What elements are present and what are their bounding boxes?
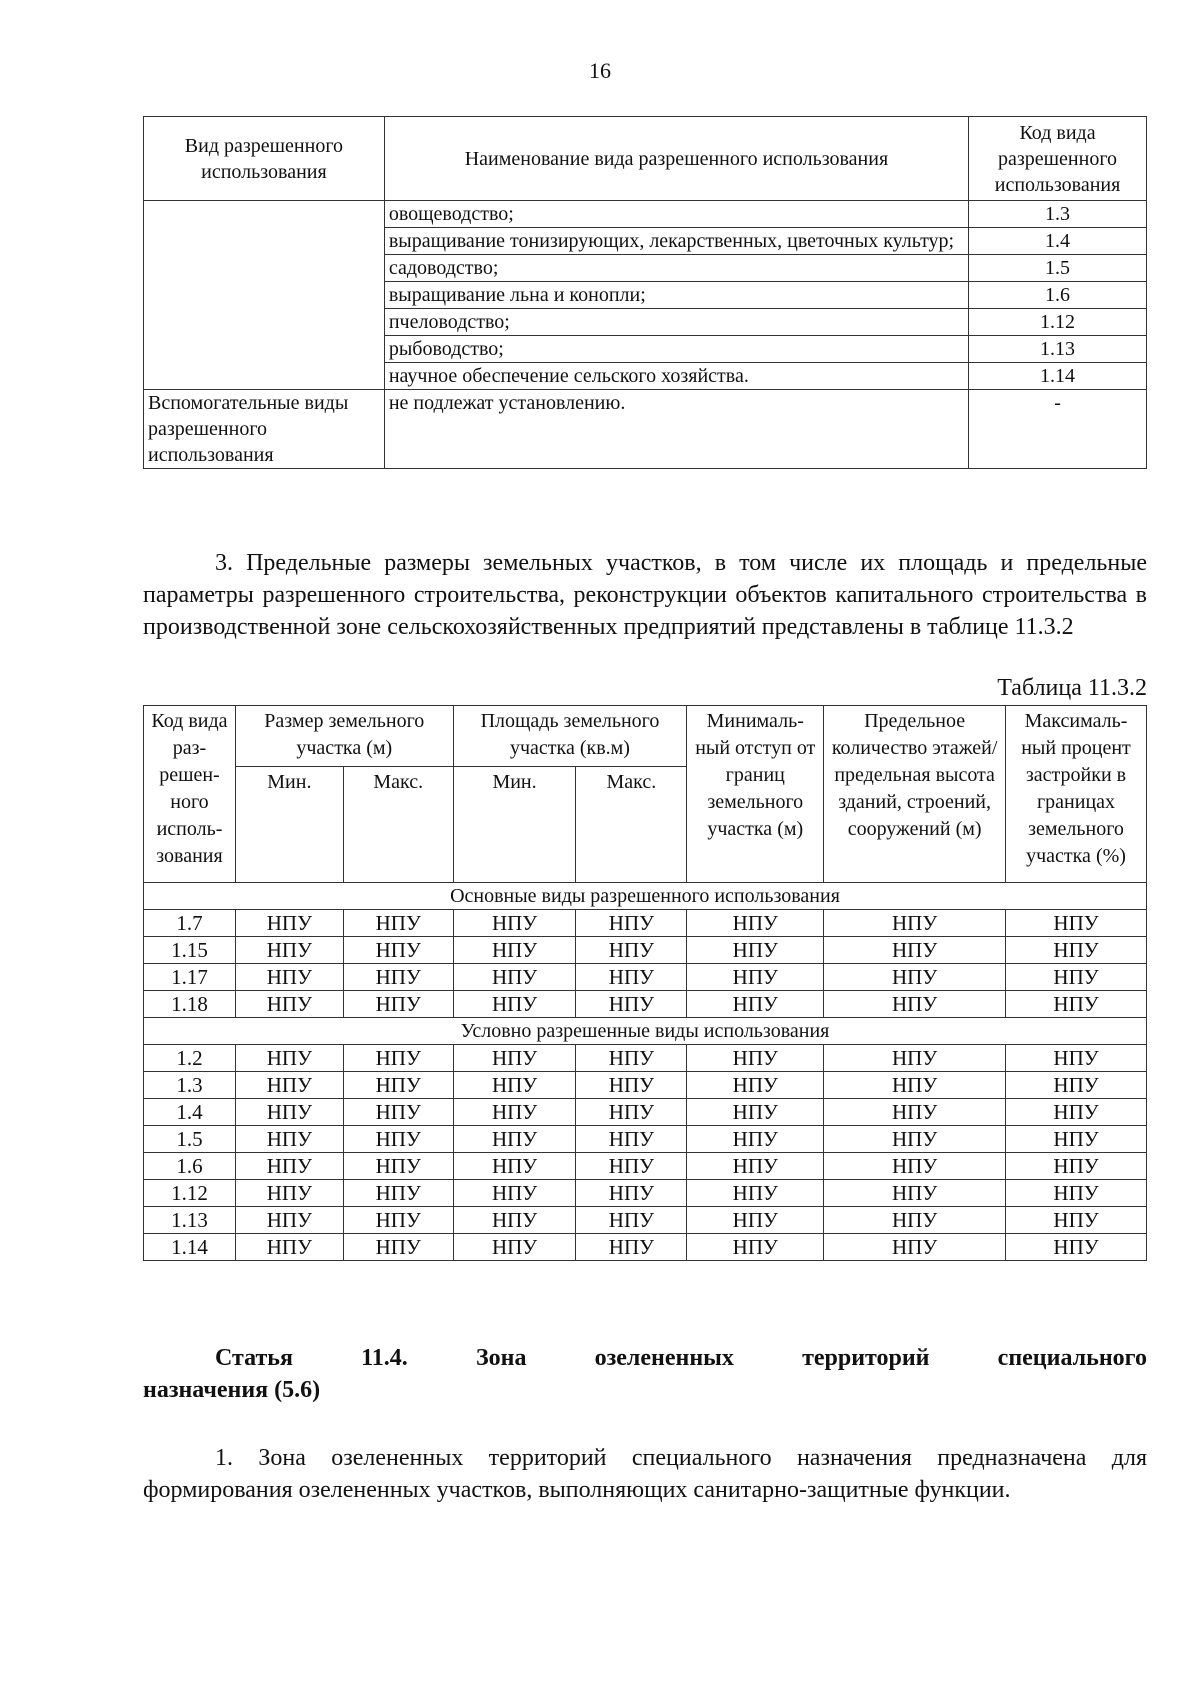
use-name-cell: научное обеспечение сельского хозяйства. bbox=[384, 363, 968, 390]
header-area-min: Мин. bbox=[453, 767, 576, 883]
value-cell: НПУ bbox=[235, 937, 343, 964]
value-cell: НПУ bbox=[824, 1099, 1006, 1126]
value-cell: НПУ bbox=[235, 1072, 343, 1099]
value-cell: НПУ bbox=[1006, 1099, 1147, 1126]
use-code-cell: 1.14 bbox=[144, 1234, 236, 1261]
value-cell: НПУ bbox=[1006, 1126, 1147, 1153]
value-cell: НПУ bbox=[343, 1180, 453, 1207]
value-cell: НПУ bbox=[576, 964, 687, 991]
value-cell: НПУ bbox=[343, 1045, 453, 1072]
header-coverage: Максималь-ный процент застройки в границах земельного участка (%) bbox=[1006, 706, 1147, 883]
table-row bbox=[144, 1207, 1147, 1234]
value-cell: НПУ bbox=[687, 964, 824, 991]
value-cell: НПУ bbox=[687, 937, 824, 964]
use-name-cell: выращивание льна и конопли; bbox=[384, 282, 968, 309]
value-cell: НПУ bbox=[453, 1153, 576, 1180]
table-caption: Таблица 11.3.2 bbox=[997, 675, 1147, 701]
article-paragraph-1: 1. Зона озелененных территорий специального назначения предназначена для формирования озелененных участков, выполняющих санитарно-защитные функции. bbox=[143, 1445, 1147, 1503]
value-cell: НПУ bbox=[824, 910, 1006, 937]
value-cell: НПУ bbox=[1006, 1234, 1147, 1261]
header-size-max: Макс. bbox=[343, 767, 453, 883]
article-heading-line2: назначения (5.6) bbox=[143, 1377, 321, 1403]
table-row bbox=[144, 1099, 1147, 1126]
use-code-cell: - bbox=[969, 390, 1147, 469]
use-code-cell: 1.13 bbox=[969, 336, 1147, 363]
value-cell: НПУ bbox=[453, 1099, 576, 1126]
value-cell: НПУ bbox=[343, 1126, 453, 1153]
use-code-cell: 1.5 bbox=[969, 255, 1147, 282]
table-row bbox=[144, 1180, 1147, 1207]
use-code-cell: 1.12 bbox=[969, 309, 1147, 336]
use-code-cell: 1.6 bbox=[969, 282, 1147, 309]
value-cell: НПУ bbox=[576, 937, 687, 964]
heading-word: 11.4. bbox=[361, 1345, 408, 1371]
value-cell: НПУ bbox=[453, 1126, 576, 1153]
use-name-cell: садоводство; bbox=[384, 255, 968, 282]
value-cell: НПУ bbox=[687, 910, 824, 937]
value-cell: НПУ bbox=[453, 937, 576, 964]
value-cell: НПУ bbox=[576, 1072, 687, 1099]
use-name-cell: пчеловодство; bbox=[384, 309, 968, 336]
value-cell: НПУ bbox=[343, 964, 453, 991]
value-cell: НПУ bbox=[343, 1153, 453, 1180]
table-row bbox=[144, 910, 1147, 937]
use-name-cell: овощеводство; bbox=[384, 201, 968, 228]
value-cell: НПУ bbox=[453, 1045, 576, 1072]
value-cell: НПУ bbox=[687, 1099, 824, 1126]
value-cell: НПУ bbox=[235, 1234, 343, 1261]
permitted-use-table-body bbox=[144, 201, 1147, 469]
value-cell: НПУ bbox=[235, 1180, 343, 1207]
value-cell: НПУ bbox=[1006, 1153, 1147, 1180]
section-header-row bbox=[144, 1018, 1147, 1045]
value-cell: НПУ bbox=[687, 1234, 824, 1261]
use-name-cell: рыбоводство; bbox=[384, 336, 968, 363]
use-code-cell: 1.14 bbox=[969, 363, 1147, 390]
value-cell: НПУ bbox=[687, 1045, 824, 1072]
value-cell: НПУ bbox=[1006, 1180, 1147, 1207]
header-use-type: Вид разрешенного использования bbox=[144, 117, 385, 201]
value-cell: НПУ bbox=[1006, 910, 1147, 937]
value-cell: НПУ bbox=[343, 910, 453, 937]
header-size-min: Мин. bbox=[235, 767, 343, 883]
value-cell: НПУ bbox=[576, 991, 687, 1018]
use-code-cell: 1.2 bbox=[144, 1045, 236, 1072]
header-floors-height: Предельное количество этажей/ предельная высота зданий, строений, сооружений (м) bbox=[824, 706, 1006, 883]
value-cell: НПУ bbox=[824, 1207, 1006, 1234]
value-cell: НПУ bbox=[343, 1207, 453, 1234]
table-row-auxiliary bbox=[144, 390, 1147, 469]
value-cell: НПУ bbox=[453, 1072, 576, 1099]
header-use-name: Наименование вида разрешенного использования bbox=[384, 117, 968, 201]
use-name-cell: не подлежат установлению. bbox=[384, 390, 968, 469]
value-cell: НПУ bbox=[824, 964, 1006, 991]
use-code-cell: 1.4 bbox=[969, 228, 1147, 255]
value-cell: НПУ bbox=[576, 1153, 687, 1180]
value-cell: НПУ bbox=[824, 1234, 1006, 1261]
value-cell: НПУ bbox=[687, 1153, 824, 1180]
use-code-cell: 1.3 bbox=[969, 201, 1147, 228]
use-type-cell bbox=[144, 201, 385, 390]
table-row bbox=[144, 1072, 1147, 1099]
table-row bbox=[144, 964, 1147, 991]
table-row bbox=[144, 937, 1147, 964]
header-plot-area: Площадь земельного участка (кв.м) bbox=[453, 706, 687, 767]
table-row bbox=[144, 201, 1147, 228]
value-cell: НПУ bbox=[824, 1153, 1006, 1180]
value-cell: НПУ bbox=[235, 1153, 343, 1180]
value-cell: НПУ bbox=[235, 1126, 343, 1153]
value-cell: НПУ bbox=[824, 991, 1006, 1018]
use-name-cell: выращивание тонизирующих, лекарственных, цветочных культур; bbox=[384, 228, 968, 255]
value-cell: НПУ bbox=[576, 1126, 687, 1153]
land-parameters-table bbox=[143, 705, 1147, 1261]
value-cell: НПУ bbox=[1006, 1207, 1147, 1234]
value-cell: НПУ bbox=[343, 937, 453, 964]
use-code-cell: 1.5 bbox=[144, 1126, 236, 1153]
value-cell: НПУ bbox=[576, 1099, 687, 1126]
value-cell: НПУ bbox=[576, 1207, 687, 1234]
heading-word: Статья bbox=[215, 1345, 293, 1371]
header-use-code: Код вида разрешенного использования bbox=[969, 117, 1147, 201]
value-cell: НПУ bbox=[235, 964, 343, 991]
value-cell: НПУ bbox=[453, 1234, 576, 1261]
table-row bbox=[144, 1153, 1147, 1180]
value-cell: НПУ bbox=[576, 1234, 687, 1261]
header-code: Код вида раз-решен-ного исполь-зования bbox=[144, 706, 236, 883]
table-row bbox=[144, 1045, 1147, 1072]
value-cell: НПУ bbox=[1006, 1072, 1147, 1099]
value-cell: НПУ bbox=[235, 991, 343, 1018]
value-cell: НПУ bbox=[824, 1072, 1006, 1099]
use-code-cell: 1.18 bbox=[144, 991, 236, 1018]
value-cell: НПУ bbox=[687, 1126, 824, 1153]
value-cell: НПУ bbox=[453, 1207, 576, 1234]
value-cell: НПУ bbox=[1006, 991, 1147, 1018]
value-cell: НПУ bbox=[1006, 964, 1147, 991]
value-cell: НПУ bbox=[235, 1207, 343, 1234]
paragraph-3: 3. Предельные размеры земельных участков, в том числе их площадь и предельные параметры разрешенного строительства, реконструкции объектов капитального строительства в производственной зоне сельскохозяйственных предприятий представлены в таблице 11.3.2 bbox=[143, 550, 1147, 640]
use-code-cell: 1.17 bbox=[144, 964, 236, 991]
article-heading bbox=[143, 1342, 1147, 1406]
value-cell: НПУ bbox=[824, 1180, 1006, 1207]
header-setback: Минималь-ный отступ от границ земельного участка (м) bbox=[687, 706, 824, 883]
article-heading-line1 bbox=[143, 1342, 1147, 1374]
value-cell: НПУ bbox=[824, 1045, 1006, 1072]
permitted-use-table bbox=[143, 116, 1147, 469]
use-code-cell: 1.12 bbox=[144, 1180, 236, 1207]
value-cell: НПУ bbox=[453, 991, 576, 1018]
use-code-cell: 1.15 bbox=[144, 937, 236, 964]
heading-word: территорий bbox=[802, 1345, 930, 1371]
value-cell: НПУ bbox=[576, 1045, 687, 1072]
value-cell: НПУ bbox=[824, 937, 1006, 964]
value-cell: НПУ bbox=[453, 964, 576, 991]
value-cell: НПУ bbox=[235, 1099, 343, 1126]
header-plot-size: Размер земельного участка (м) bbox=[235, 706, 453, 767]
heading-word: специального bbox=[997, 1345, 1147, 1371]
page-number: 16 bbox=[589, 58, 611, 83]
heading-word: Зона bbox=[475, 1345, 527, 1371]
land-parameters-table-body bbox=[144, 883, 1147, 1261]
use-code-cell: 1.7 bbox=[144, 910, 236, 937]
table-row bbox=[144, 1126, 1147, 1153]
value-cell: НПУ bbox=[687, 1207, 824, 1234]
table-row bbox=[144, 1234, 1147, 1261]
value-cell: НПУ bbox=[824, 1126, 1006, 1153]
section-header-row bbox=[144, 883, 1147, 910]
use-code-cell: 1.6 bbox=[144, 1153, 236, 1180]
value-cell: НПУ bbox=[453, 910, 576, 937]
value-cell: НПУ bbox=[687, 1180, 824, 1207]
section-title: Условно разрешенные виды использования bbox=[144, 1018, 1147, 1045]
value-cell: НПУ bbox=[235, 910, 343, 937]
value-cell: НПУ bbox=[1006, 1045, 1147, 1072]
section-title: Основные виды разрешенного использования bbox=[144, 883, 1147, 910]
value-cell: НПУ bbox=[687, 991, 824, 1018]
use-code-cell: 1.13 bbox=[144, 1207, 236, 1234]
use-type-cell: Вспомогательные виды разрешенного использования bbox=[144, 390, 385, 469]
value-cell: НПУ bbox=[576, 910, 687, 937]
use-code-cell: 1.3 bbox=[144, 1072, 236, 1099]
value-cell: НПУ bbox=[453, 1180, 576, 1207]
value-cell: НПУ bbox=[343, 1099, 453, 1126]
use-code-cell: 1.4 bbox=[144, 1099, 236, 1126]
value-cell: НПУ bbox=[576, 1180, 687, 1207]
table-row bbox=[144, 991, 1147, 1018]
header-area-max: Макс. bbox=[576, 767, 687, 883]
value-cell: НПУ bbox=[343, 1072, 453, 1099]
value-cell: НПУ bbox=[1006, 937, 1147, 964]
value-cell: НПУ bbox=[343, 991, 453, 1018]
value-cell: НПУ bbox=[343, 1234, 453, 1261]
value-cell: НПУ bbox=[687, 1072, 824, 1099]
value-cell: НПУ bbox=[235, 1045, 343, 1072]
heading-word: озелененных bbox=[594, 1345, 734, 1371]
